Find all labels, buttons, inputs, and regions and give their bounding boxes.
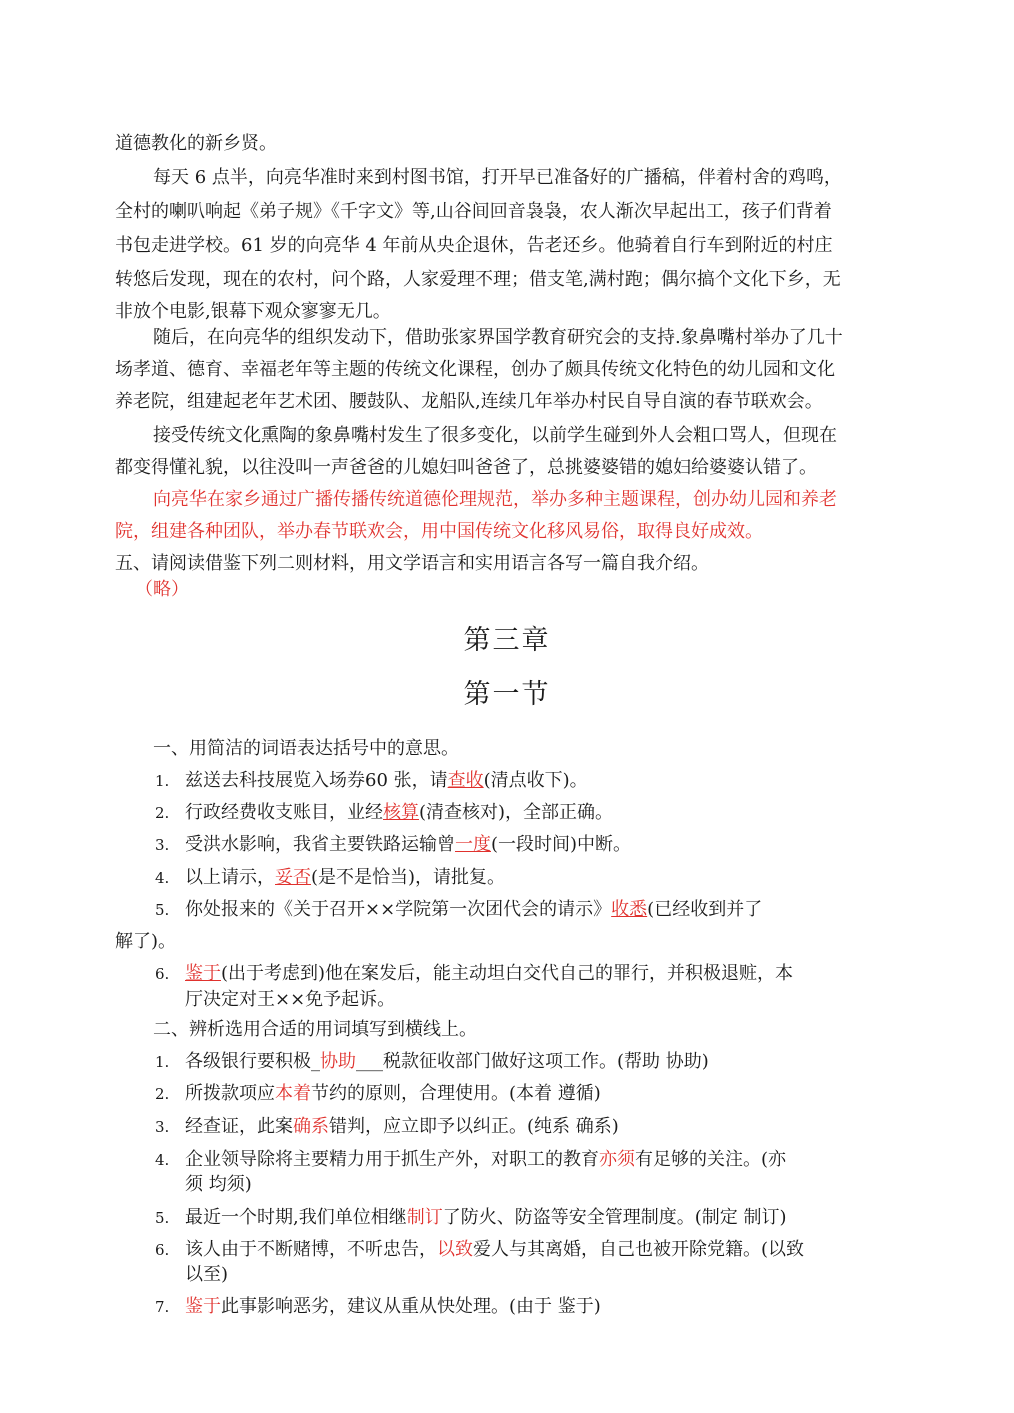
list-item [155, 1291, 955, 1323]
item-number: 2. [155, 1085, 170, 1103]
item-text: 所拨款项应 [185, 1083, 275, 1104]
item-number: 3. [155, 836, 170, 854]
list-item [155, 1046, 955, 1078]
item-number: 1. [155, 772, 170, 790]
item-text: (已经收到并了 [647, 899, 763, 920]
item-text: 以上请示， [185, 867, 275, 888]
item-answer: 确系 [293, 1116, 329, 1137]
item-number: 7. [155, 1298, 170, 1316]
text-line: 转悠后发现，现在的农村，问个路，人家爱理不理；借支笔,满村跑；偶尔搞个文化下乡，无 [115, 269, 841, 290]
item-text: 此事影响恶劣，建议从重从快处理。(由于 鉴于) [221, 1296, 601, 1317]
item-number: 1. [155, 1053, 170, 1071]
item-text: 爱人与其离婚，自己也被开除党籍。(以致 [473, 1239, 805, 1260]
list-item [155, 797, 955, 829]
text-line: 接受传统文化熏陶的象鼻嘴村发生了很多变化，以前学生碰到外人会粗口骂人，但现在 [153, 425, 837, 446]
item-text: 兹送去科技展览入场券60 张，请 [185, 770, 448, 791]
list-item [155, 1078, 955, 1110]
item-text: 错判，应立即予以纠正。(纯系 确系) [329, 1116, 619, 1137]
item-answer: 亦须 [599, 1149, 635, 1170]
item-answer: 鉴于 [185, 963, 221, 984]
text-line: 场孝道、德育、幸福老年等主题的传统文化课程，创办了颇具传统文化特色的幼儿园和文化 [115, 359, 835, 380]
item-text: (清查核对)，全部正确。 [419, 802, 614, 823]
item-text: (一段时间)中断。 [491, 834, 632, 855]
text-line: 非放个电影,银幕下观众寥寥无几。 [115, 301, 391, 322]
item-number: 5. [155, 901, 170, 919]
list-item [155, 1111, 955, 1143]
list-item [155, 862, 955, 894]
item-text: 企业领导除将主要精力用于抓生产外，对职工的教育 [185, 1149, 599, 1170]
item-answer: 一度 [455, 834, 491, 855]
item-text: 节约的原则，合理使用。(本着 遵循) [311, 1083, 601, 1104]
answer-line: （略） [135, 579, 189, 600]
question-line: 五、请阅读借鉴下列二则材料，用文学语言和实用语言各写一篇自我介绍。 [115, 553, 709, 574]
item-number: 6. [155, 1241, 170, 1259]
list-item-continuation: 解了)。 [115, 931, 177, 952]
item-answer: 收悉 [611, 899, 648, 920]
text-line: 养老院，组建起老年艺术团、腰鼓队、龙船队,连续几年举办村民自导自演的春节联欢会。 [115, 391, 823, 412]
text-line: 都变得懂礼貌，以往没叫一声爸爸的儿媳妇叫爸爸了，总挑婆婆错的媳妇给婆婆认错了。 [115, 457, 817, 478]
list-item [155, 894, 955, 926]
list-item [155, 1202, 955, 1234]
item-text: (清点收下)。 [483, 770, 588, 791]
item-number: 3. [155, 1118, 170, 1136]
item-number: 4. [155, 869, 170, 887]
item-number: 4. [155, 1151, 170, 1169]
part2-title: 二、辨析选用合适的用词填写到横线上。 [153, 1019, 477, 1040]
text-line: 随后，在向亮华的组织发动下，借助张家界国学教育研究会的支持.象鼻嘴村举办了几十 [153, 327, 843, 348]
text-line: 道德教化的新乡贤。 [115, 133, 277, 154]
list-item [155, 829, 955, 861]
item-number: 6. [155, 965, 170, 983]
list-item-continuation: 须 均须) [185, 1174, 252, 1195]
item-text: 有足够的关注。(亦 [635, 1149, 787, 1170]
answer-line: 向亮华在家乡通过广播传播传统道德伦理规范，举办多种主题课程，创办幼儿园和养老 [153, 489, 837, 510]
item-number: 5. [155, 1209, 170, 1227]
item-text: 受洪水影响，我省主要铁路运输曾 [185, 834, 455, 855]
item-text: 各级银行要积极_ [185, 1051, 320, 1072]
part1-title: 一、用简洁的词语表达括号中的意思。 [153, 738, 459, 759]
item-text: (出于考虑到)他在案发后，能主动坦白交代自己的罪行，并积极退赃，本 [221, 963, 794, 984]
chapter-heading: 第三章 [463, 625, 551, 656]
text-line: 每天 6 点半，向亮华准时来到村图书馆，打开早已准备好的广播稿，伴着村舍的鸡鸣， [153, 167, 842, 188]
item-answer: 核算 [383, 802, 419, 823]
list-item [155, 765, 955, 797]
item-number: 2. [155, 804, 170, 822]
item-text: 了防火、防盗等安全管理制度。(制定 制订) [442, 1207, 787, 1228]
item-answer: 协助 [320, 1051, 356, 1072]
item-answer: 鉴于 [185, 1296, 221, 1317]
list-item-continuation: 厅决定对王××免予起诉。 [185, 989, 396, 1010]
item-answer: 本着 [275, 1083, 311, 1104]
item-answer: 以致 [437, 1239, 473, 1260]
text-line: 全村的喇叭响起《弟子规》《千字文》等,山谷间回音袅袅，农人渐次早起出工，孩子们背着 [115, 201, 832, 222]
item-text: ___税款征收部门做好这项工作。(帮助 协助) [356, 1051, 709, 1072]
item-text: 该人由于不断赌博，不听忠告， [185, 1239, 437, 1260]
item-text: 你处报来的《关于召开××学院第一次团代会的请示》 [185, 899, 612, 920]
item-answer: 妥否 [275, 867, 311, 888]
item-text: (是不是恰当)，请批复。 [311, 867, 506, 888]
list-item-continuation: 以至) [185, 1264, 229, 1285]
section-heading: 第一节 [463, 679, 551, 710]
item-answer: 制订 [406, 1207, 443, 1228]
answer-line: 院，组建各种团队，举办春节联欢会，用中国传统文化移风易俗，取得良好成效。 [115, 521, 763, 542]
item-text: 经查证，此案 [185, 1116, 293, 1137]
text-line: 书包走进学校。61 岁的向亮华 4 年前从央企退休，告老还乡。他骑着自行车到附近的村庄 [115, 235, 833, 256]
item-answer: 查收 [447, 770, 484, 791]
item-text: 最近一个时期,我们单位相继 [185, 1207, 407, 1228]
item-text: 行政经费收支账目，业经 [185, 802, 383, 823]
